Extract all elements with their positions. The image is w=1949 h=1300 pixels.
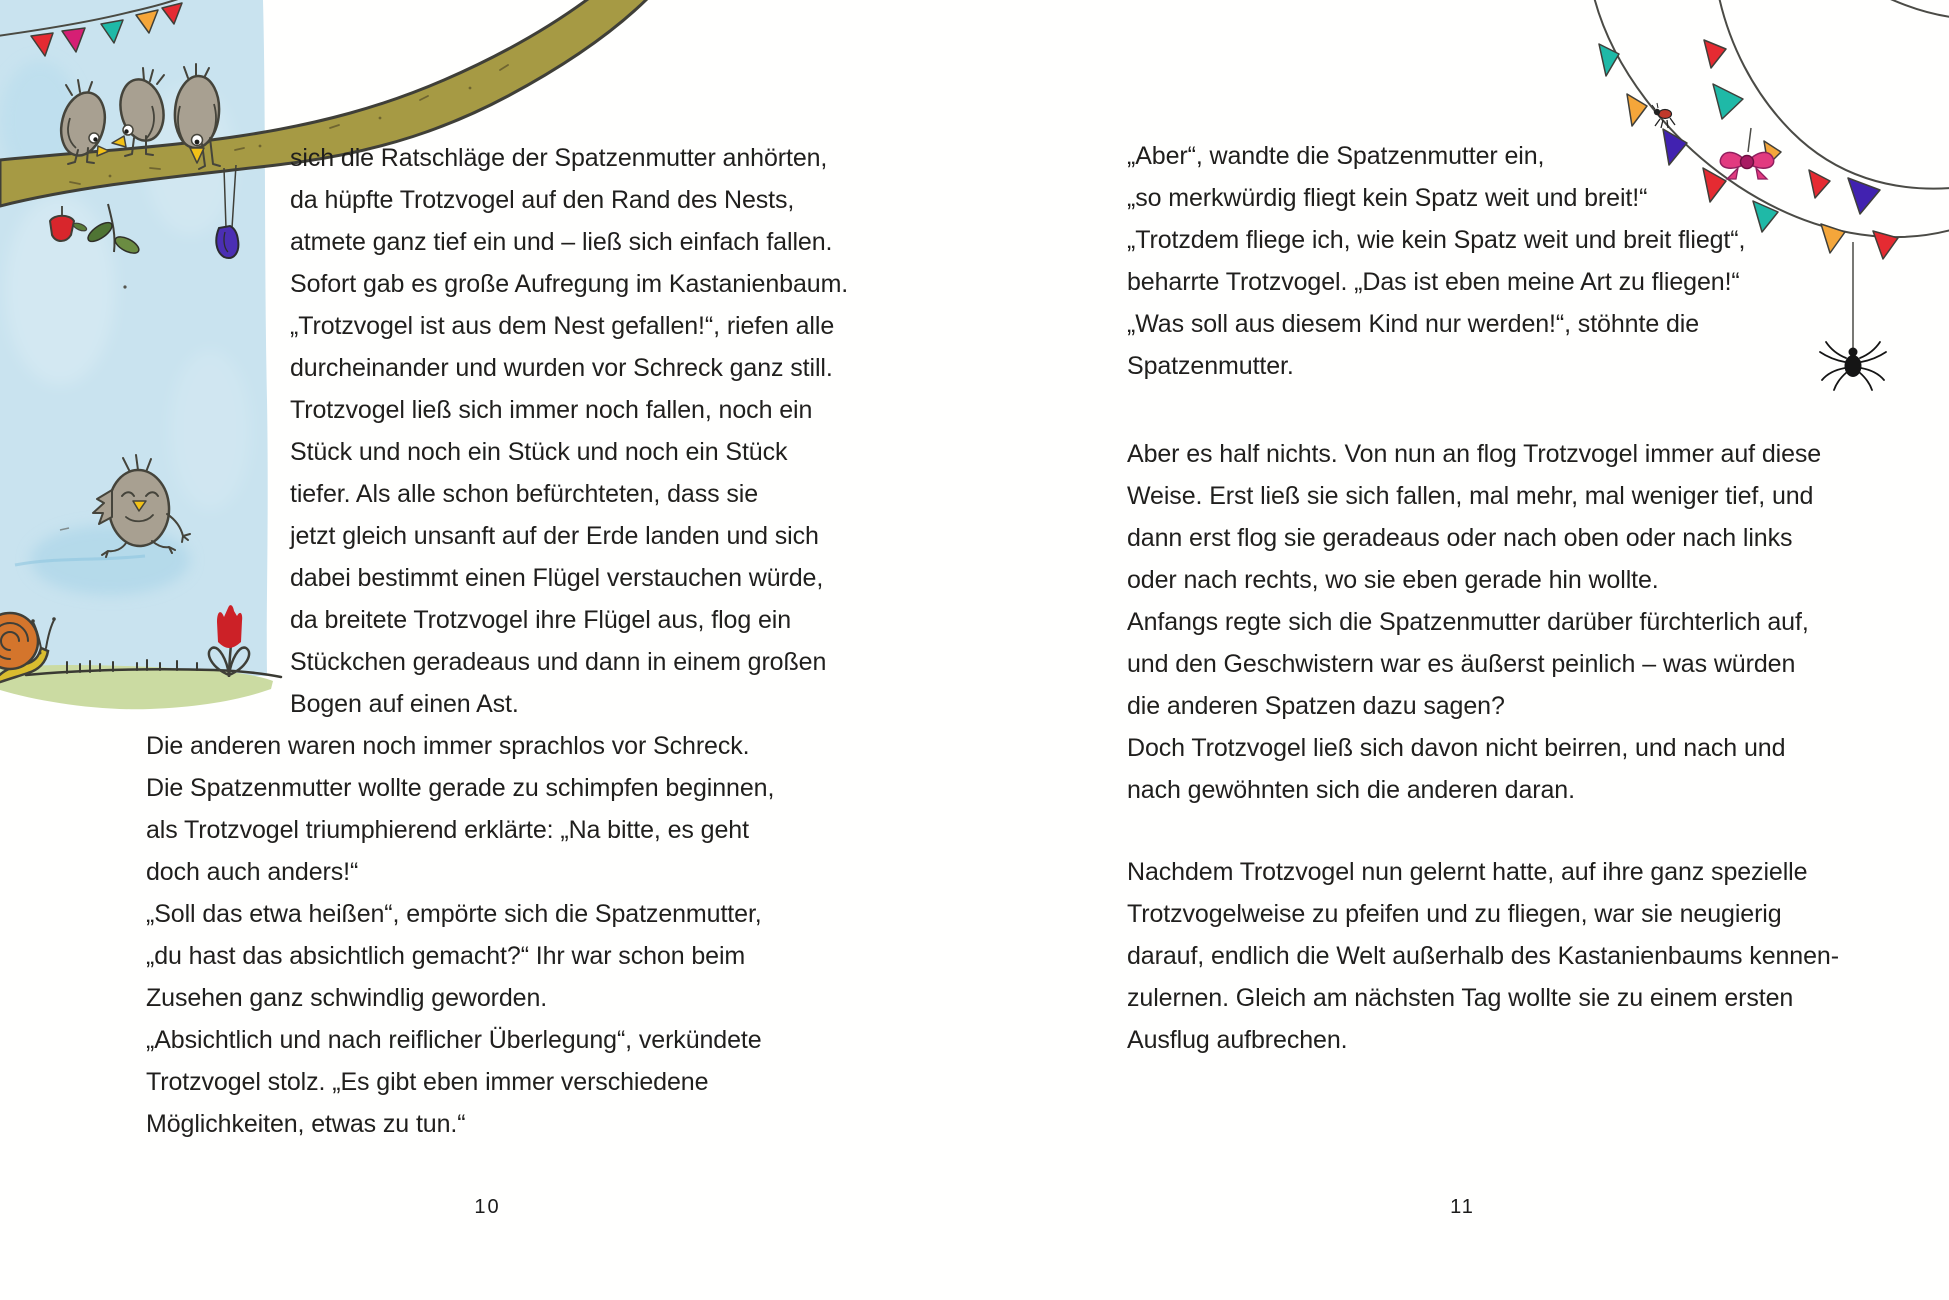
text-line: Spatzenmutter. [1127,352,1294,380]
left-page-full-paragraph [146,725,774,1145]
text-line: da breitete Trotzvogel ihre Flügel aus, flog ein [290,606,792,634]
left-page-number: 10 [474,1196,501,1218]
right-page-number: 11 [1450,1196,1475,1218]
text-line: „du hast das absichtlich gemacht?“ Ihr war schon beim [146,942,746,970]
text-line: „Absichtlich und nach reiflicher Überlegung“, verkündete [146,1026,762,1054]
text-line: dann erst flog sie geradeaus oder nach oben oder nach links [1127,524,1793,552]
fly-bug [1652,103,1675,128]
flag-purple [1848,178,1880,214]
text-line: „Aber“, wandte die Spatzenmutter ein, [1127,142,1545,170]
text-line: „Trotzvogel ist aus dem Nest gefallen!“, riefen alle [290,312,835,340]
spider [1820,242,1886,390]
text-line: darauf, endlich die Welt außerhalb des Kastanienbaums kennen- [1127,942,1839,970]
text-line: Nachdem Trotzvogel nun gelernt hatte, auf ihre ganz spezielle [1127,858,1808,886]
text-line: Trotzvogel ließ sich immer noch fallen, noch ein [290,396,813,424]
text-line: Die Spatzenmutter wollte gerade zu schimpfen beginnen, [146,774,775,802]
text-line: „so merkwürdig fliegt kein Spatz weit und breit!“ [1127,184,1648,212]
text-line: doch auch anders!“ [146,858,359,886]
flag-teal [1599,44,1619,76]
text-line: durcheinander und wurden vor Schreck ganz still. [290,354,833,382]
flag-orange [1821,224,1845,253]
flag-teal [1753,201,1778,232]
text-line: Stück und noch ein Stück und noch ein Stück [290,438,788,466]
flag-teal [1713,84,1743,119]
text-line: „Trotzdem fliege ich, wie kein Spatz weit und breit fliegt“, [1127,226,1746,254]
text-line: sich die Ratschläge der Spatzenmutter anhörten, [290,144,828,172]
text-line: Möglichkeiten, etwas zu tun.“ [146,1110,466,1138]
flag-red [1809,170,1830,198]
text-line: zulernen. Gleich am nächsten Tag wollte sie zu einem ersten [1127,984,1794,1012]
text-line: und den Geschwistern war es äußerst peinlich – was würden [1127,650,1796,678]
text-line: die anderen Spatzen dazu sagen? [1127,692,1505,720]
text-line: Bogen auf einen Ast. [290,690,519,718]
text-line: als Trotzvogel triumphierend erklärte: „Na bitte, es geht [146,816,749,844]
text-line: nach gewöhnten sich die anderen daran. [1127,776,1575,804]
text-line: jetzt gleich unsanft auf der Erde landen und sich [290,522,819,550]
text-line: Trotzvogelweise zu pfeifen und zu fliegen, war sie neugierig [1127,900,1782,928]
text-line: Sofort gab es große Aufregung im Kastanienbaum. [290,270,849,298]
text-line: Aber es half nichts. Von nun an flog Trotzvogel immer auf diese [1127,440,1822,468]
flag-orange [1627,94,1647,126]
flag-red [1873,231,1898,259]
text-line: da hüpfte Trotzvogel auf den Rand des Nests, [290,186,795,214]
text-line: tiefer. Als alle schon befürchteten, dass sie [290,480,758,508]
text-line: beharrte Trotzvogel. „Das ist eben meine Art zu fliegen!“ [1127,268,1740,296]
text-line: Anfangs regte sich die Spatzenmutter darüber fürchterlich auf, [1127,608,1809,636]
right-page-paragraph-3 [1127,851,1839,1061]
text-line: Stückchen geradeaus und dann in einem großen [290,648,827,676]
text-line: Doch Trotzvogel ließ sich davon nicht beirren, und nach und [1127,734,1786,762]
right-page-paragraph-2 [1127,433,1821,811]
text-line: dabei bestimmt einen Flügel verstauchen würde, [290,564,824,592]
left-page-indented-paragraph [290,137,848,725]
right-page-paragraph-1 [1127,135,1745,387]
text-line: Weise. Erst ließ sie sich fallen, mal mehr, mal weniger tief, und [1127,482,1814,510]
text-line: oder nach rechts, wo sie eben gerade hin wollte. [1127,566,1659,594]
text-line: Die anderen waren noch immer sprachlos vor Schreck. [146,732,750,760]
text-line: Trotzvogel stolz. „Es gibt eben immer verschiedene [146,1068,709,1096]
text-line: atmete ganz tief ein und – ließ sich einfach fallen. [290,228,833,256]
flag-red [1704,40,1726,68]
text-line: Ausflug aufbrechen. [1127,1026,1348,1054]
text-line: Zusehen ganz schwindlig geworden. [146,984,548,1012]
ink-speck [123,285,126,288]
text-line: „Was soll aus diesem Kind nur werden!“, stöhnte die [1127,310,1700,338]
text-line: „Soll das etwa heißen“, empörte sich die Spatzenmutter, [146,900,762,928]
